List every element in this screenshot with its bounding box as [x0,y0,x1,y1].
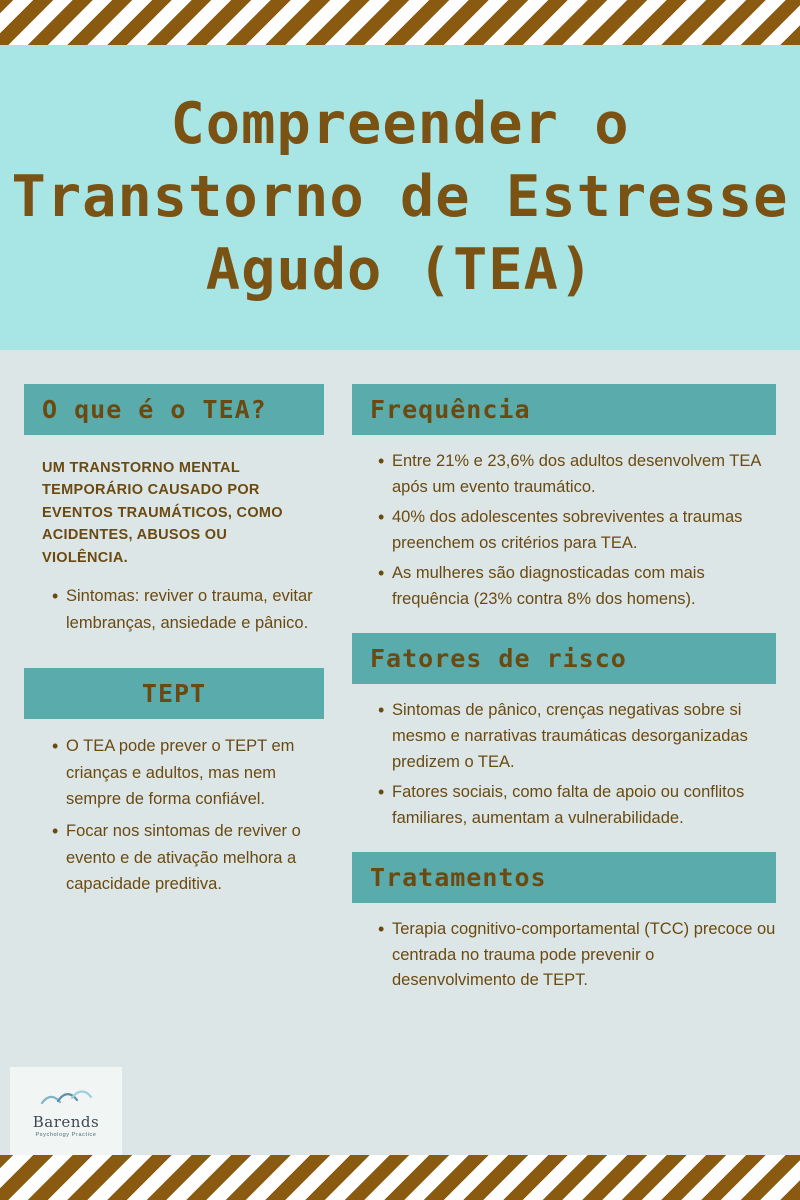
spacer [24,642,324,668]
right-column [352,384,776,999]
list-item: • Sintomas: reviver o trauma, evitar lembranças, ansiedade e pânico. [52,583,324,636]
brand-name: Barends [32,1112,100,1131]
treatments-bullets [352,917,776,994]
birds-icon [36,1085,96,1111]
what-is-asd-bullets [24,583,324,636]
list-item: • Focar nos sintomas de reviver o evento e de ativação melhora a capacidade preditiva. [52,818,324,897]
list-item: • Entre 21% e 23,6% dos adultos desenvolvem TEA após um evento traumático. [378,449,776,500]
list-item: • As mulheres são diagnosticadas com mais frequência (23% contra 8% dos homens). [378,561,776,612]
frequency-bullets [352,449,776,612]
decorative-stripe-bottom [0,1155,800,1200]
risk-factors-bullets [352,698,776,831]
brand-logo [10,1067,122,1155]
poster-header [0,45,800,350]
list-item: • O TEA pode prever o TEPT em crianças e adultos, mas nem sempre de forma confiável. [52,733,324,812]
poster-body [0,350,800,1155]
section-title-treatments: Tratamentos [352,852,776,903]
page-title: Compreender o Transtorno de Estresse Agudo (TEA) [11,91,789,303]
section-title-what-is-asd: O que é o TEA? [24,384,324,435]
left-column [24,384,324,903]
list-item: • Sintomas de pânico, crenças negativas sobre si mesmo e narrativas traumáticas desorganizadas predizem o TEA. [378,698,776,775]
ptsd-bullets [24,733,324,897]
section-title-risk-factors: Fatores de risco [352,633,776,684]
spacer [352,617,776,633]
list-item: • Fatores sociais, como falta de apoio ou conflitos familiares, aumentam a vulnerabilidade. [378,780,776,831]
list-item: • 40% dos adolescentes sobreviventes a traumas preenchem os critérios para TEA. [378,505,776,556]
brand-subtitle: Psychology Practice [35,1131,97,1138]
list-item: • Terapia cognitivo-comportamental (TCC) precoce ou centrada no trauma pode prevenir o desenvolvimento de TEPT. [378,917,776,994]
section-title-frequency: Frequência [352,384,776,435]
what-is-asd-intro: UM TRANSTORNO MENTAL TEMPORÁRIO CAUSADO POR EVENTOS TRAUMÁTICOS, COMO ACIDENTES, ABUSOS OU VIOLÊNCIA. [42,460,283,566]
decorative-stripe-top [0,0,800,45]
spacer [352,836,776,852]
section-title-ptsd: TEPT [24,668,324,719]
